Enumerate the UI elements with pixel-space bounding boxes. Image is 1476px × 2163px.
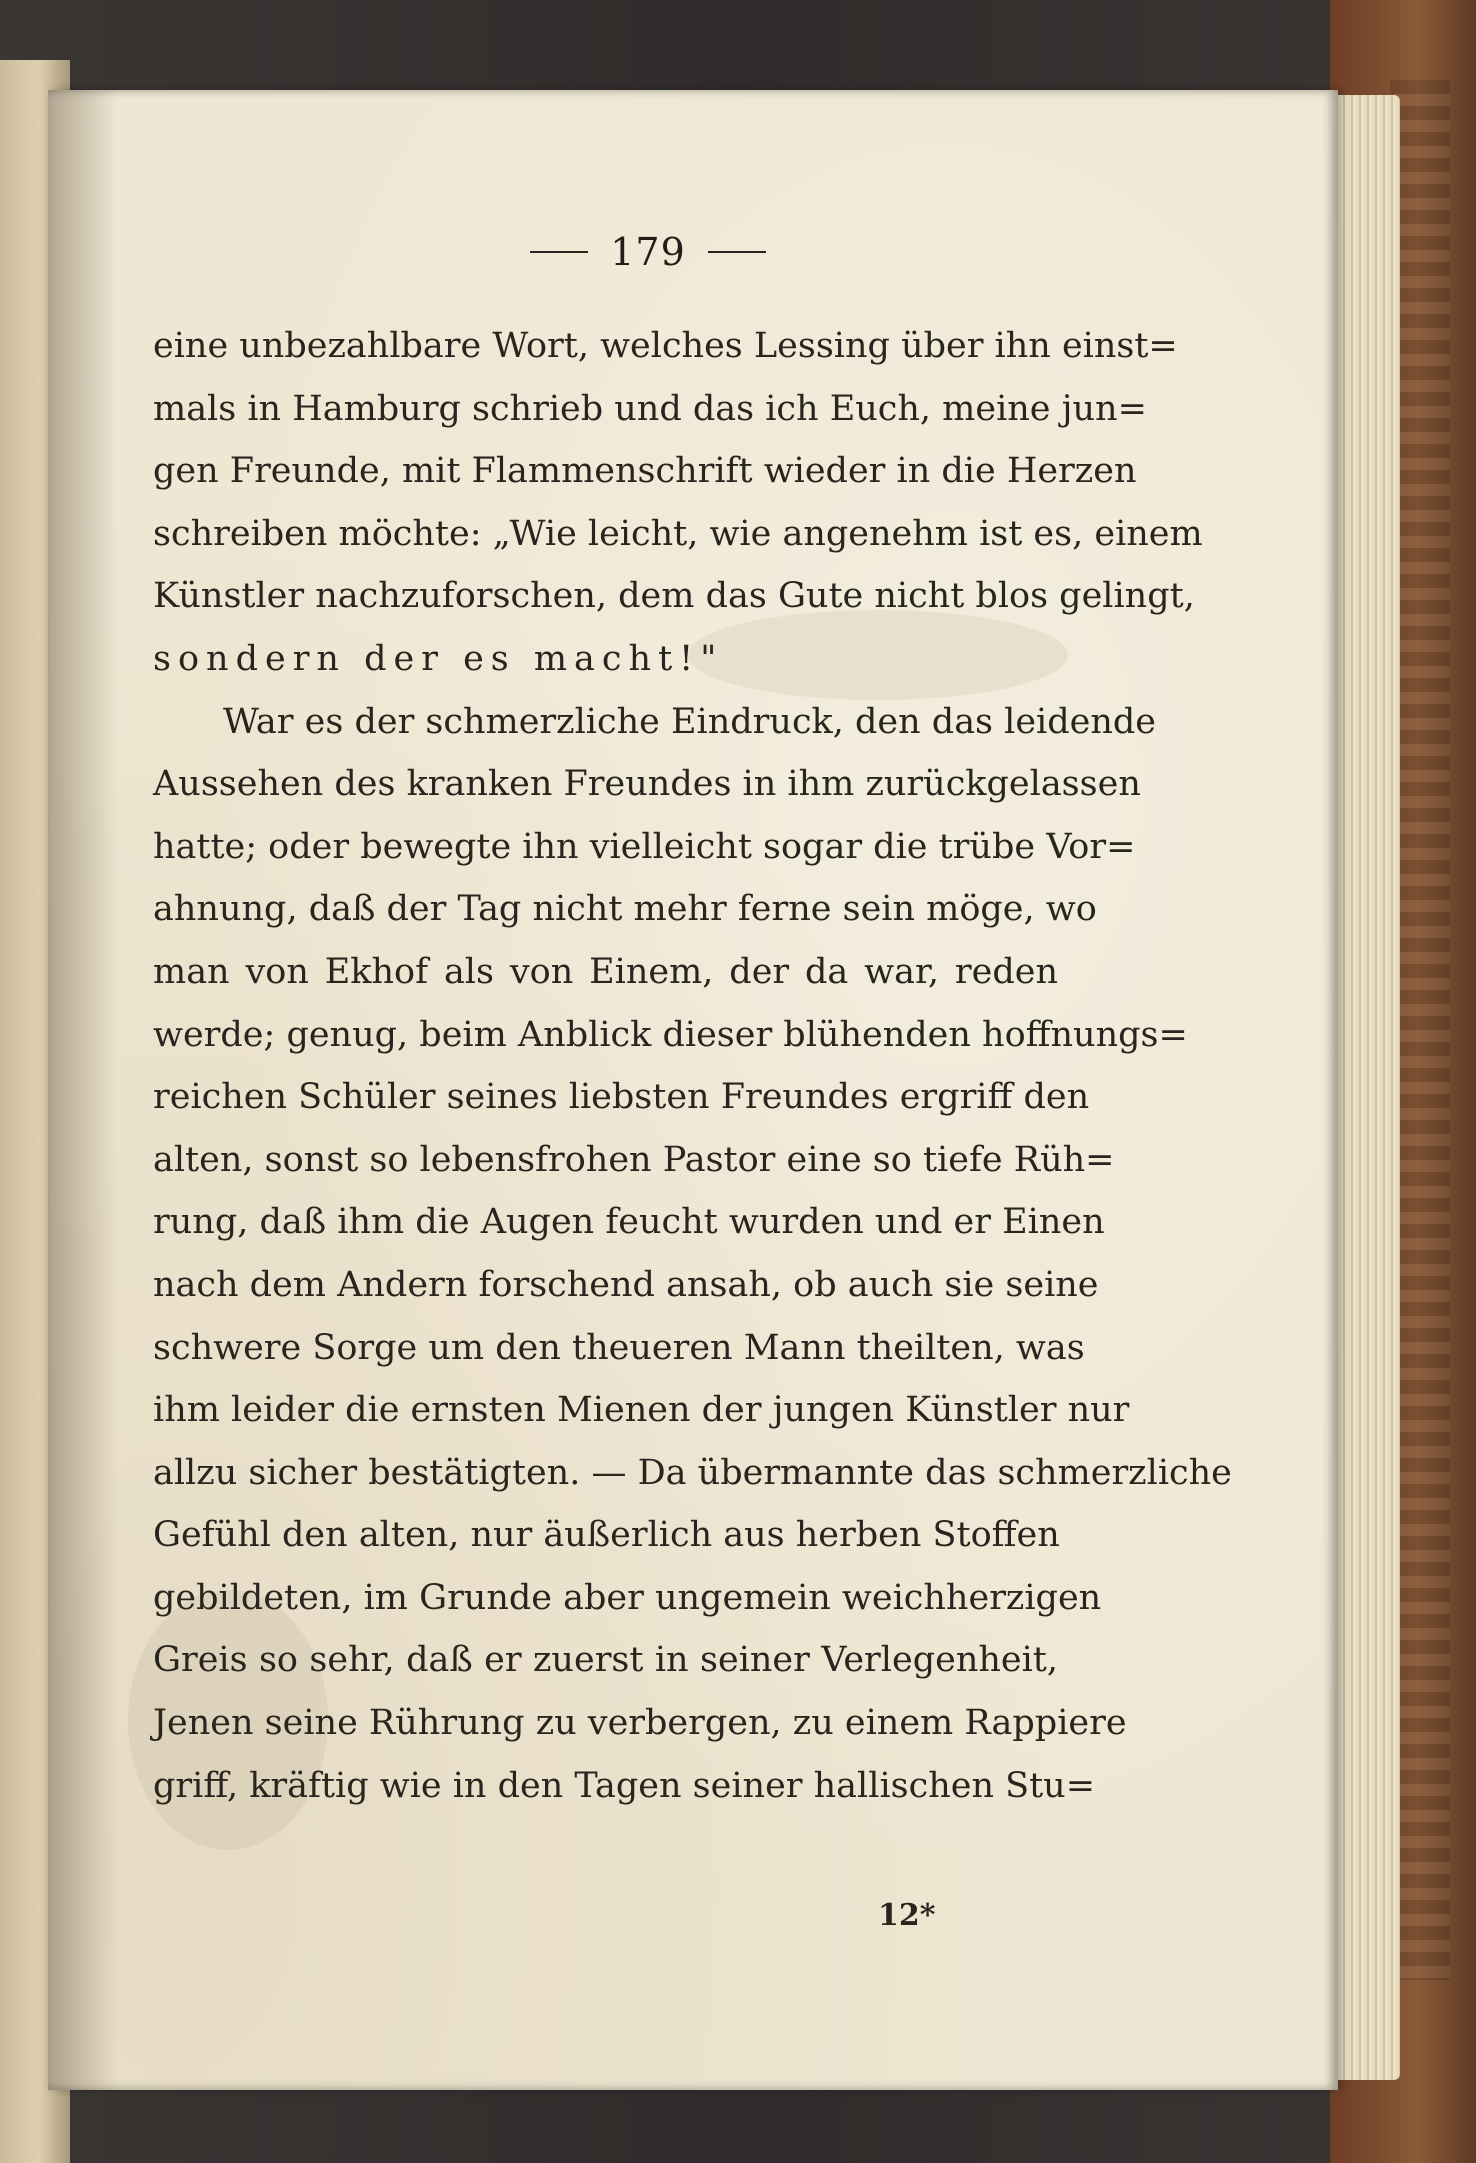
header-rule-left bbox=[530, 251, 588, 253]
gutter-shadow bbox=[48, 90, 118, 2090]
text-line: Aussehen des kranken Freundes in ihm zurückgelassen bbox=[153, 764, 1141, 805]
text-line: ahnung, daß der Tag nicht mehr ferne sein möge, wo bbox=[153, 889, 1097, 930]
body-text bbox=[153, 315, 1232, 1817]
text-line: werde; genug, beim Anblick dieser blühenden hoffnungs= bbox=[153, 1014, 1188, 1055]
text-line: alten, sonst so lebensfrohen Pastor eine so tiefe Rüh= bbox=[153, 1139, 1115, 1180]
text-line: Künstler nachzuforschen, dem das Gute nicht blos gelingt, bbox=[153, 576, 1195, 617]
text-line: nach dem Andern forschend ansah, ob auch sie seine bbox=[153, 1264, 1099, 1305]
text-line: schwere Sorge um den theueren Mann theilten, was bbox=[153, 1327, 1085, 1368]
book-page bbox=[48, 90, 1338, 2090]
page-number: 179 bbox=[610, 230, 686, 274]
text-line: sondern der es macht!" bbox=[153, 638, 724, 679]
text-line: ihm leider die ernsten Mienen der jungen Künstler nur bbox=[153, 1390, 1130, 1431]
page-header bbox=[468, 230, 828, 274]
header-rule-right bbox=[708, 251, 766, 253]
text-line: schreiben möchte: „Wie leicht, wie angenehm ist es, einem bbox=[153, 513, 1203, 554]
text-line: reichen Schüler seines liebsten Freundes ergriff den bbox=[153, 1077, 1090, 1118]
text-line: gen Freunde, mit Flammenschrift wieder in die Herzen bbox=[153, 451, 1137, 492]
text-line: Jenen seine Rührung zu verbergen, zu einem Rappiere bbox=[153, 1703, 1127, 1744]
text-line: mals in Hamburg schrieb und das ich Euch, meine jun= bbox=[153, 388, 1147, 429]
text-line: allzu sicher bestätigten. — Da übermannte das schmerzliche bbox=[153, 1452, 1232, 1493]
text-line: eine unbezahlbare Wort, welches Lessing über ihn einst= bbox=[153, 326, 1178, 366]
text-line: rung, daß ihm die Augen feucht wurden und er Einen bbox=[153, 1202, 1105, 1243]
text-line: Greis so sehr, daß er zuerst in seiner Verlegenheit, bbox=[153, 1640, 1058, 1681]
text-line: griff, kräftig wie in den Tagen seiner hallischen Stu= bbox=[153, 1765, 1096, 1806]
text-line: gebildeten, im Grunde aber ungemein weichherzigen bbox=[153, 1577, 1102, 1618]
signature-mark: 12* bbox=[878, 1898, 936, 1933]
text-line: man von Ekhof als von Einem, der da war, reden bbox=[153, 951, 1058, 992]
text-line: Gefühl den alten, nur äußerlich aus herben Stoffen bbox=[153, 1515, 1060, 1556]
text-line: hatte; oder bewegte ihn vielleicht sogar die trübe Vor= bbox=[153, 826, 1136, 867]
text-line: War es der schmerzliche Eindruck, den das leidende bbox=[223, 701, 1157, 742]
